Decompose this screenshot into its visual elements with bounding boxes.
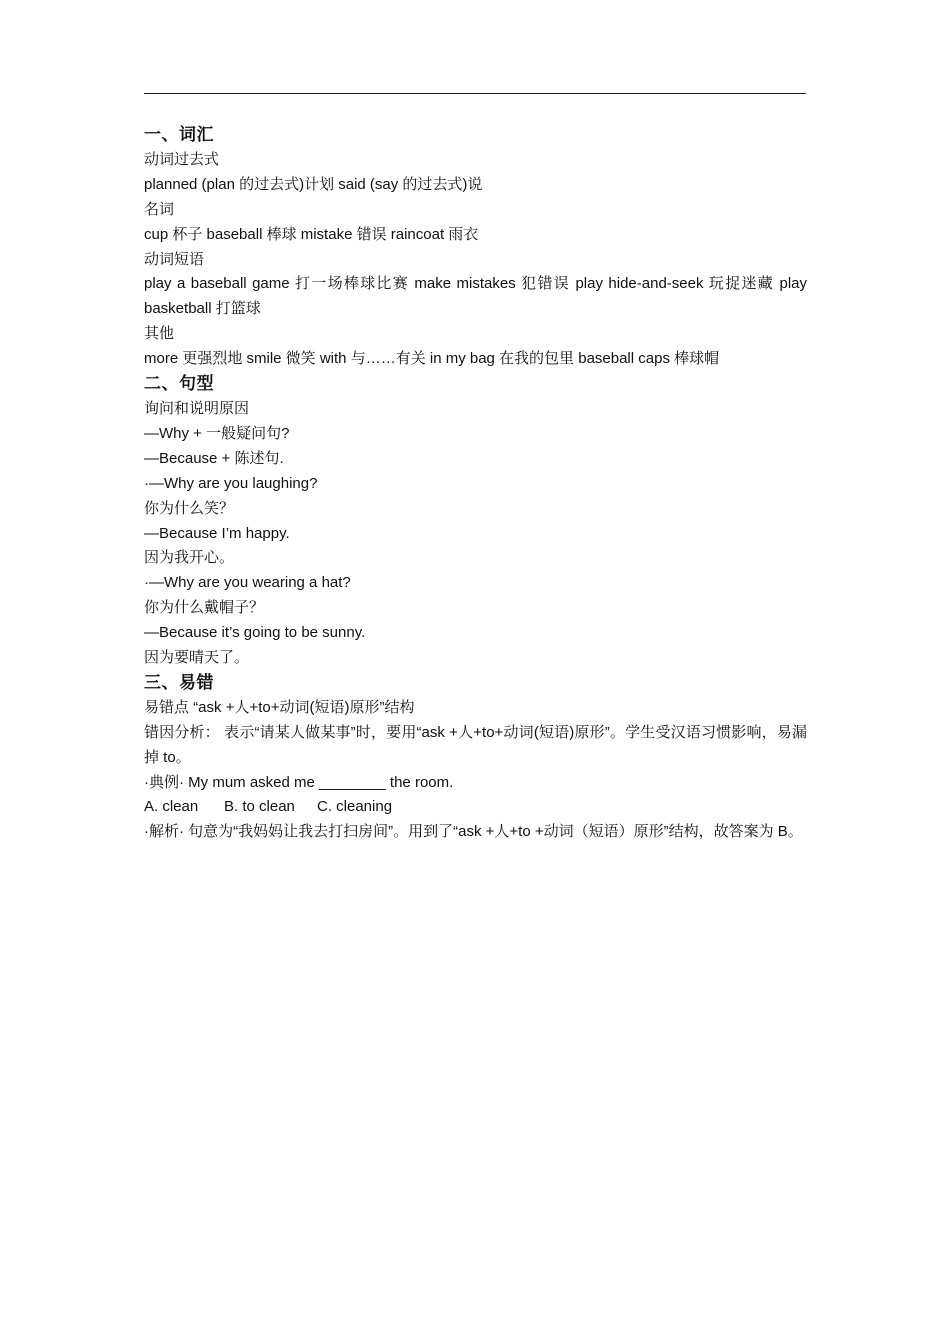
- phrase-label: 动词短语: [144, 250, 205, 268]
- noun-text: cup 杯子 baseball 棒球 mistake 错误 raincoat 雨衣: [144, 225, 479, 243]
- option-a: A. clean: [144, 798, 199, 816]
- example2-answer: —Because it’s going to be sunny.: [144, 624, 366, 642]
- pattern-question: —Why + 一般疑问句?: [144, 424, 290, 442]
- other-text: more 更强烈地 smile 微笑 with 与……有关 in my bag 在我的包里 baseball caps 棒球帽: [144, 350, 720, 368]
- other-label: 其他: [144, 325, 175, 343]
- option-b: B. to clean: [224, 798, 295, 816]
- document-body: [144, 123, 807, 845]
- error-point: 易错点 “ask +人+to+动词(短语)原形”结构: [144, 698, 415, 716]
- section-heading-sentence: 二、句型: [144, 374, 214, 394]
- error-example: ·典例· My mum asked me ________ the room.: [144, 773, 454, 791]
- section-heading-error: 三、易错: [144, 672, 214, 692]
- answer-options: [144, 795, 807, 820]
- error-explanation: ·解析· 句意为“我妈妈让我去打扫房间”。用到了“ask +人+to +动词（短语）原形”结构，故答案为 B。: [144, 823, 803, 841]
- example1-answer: —Because I’m happy.: [144, 524, 290, 542]
- header-rule: [144, 93, 806, 94]
- example2-question: ·—Why are you wearing a hat?: [144, 574, 351, 592]
- example2-answer-cn: 因为要晴天了。: [144, 649, 250, 667]
- error-analysis: 错因分析： 表示“请某人做某事”时，要用“ask +人+to+动词(短语)原形”。学生受汉语习惯影响，易漏掉 to。: [144, 723, 807, 766]
- sentence-label: 询问和说明原因: [144, 399, 250, 417]
- example1-answer-cn: 因为我开心。: [144, 549, 235, 567]
- example2-question-cn: 你为什么戴帽子？: [144, 599, 265, 617]
- phrase-text: play a baseball game 打一场棒球比赛 make mistakes 犯错误 play hide-and-seek 玩捉迷藏 play basketball 打篮球: [144, 275, 807, 318]
- example1-question-cn: 你为什么笑？: [144, 499, 235, 517]
- pattern-answer: —Because + 陈述句.: [144, 449, 284, 467]
- verb-past-text: planned (plan 的过去式)计划 said (say 的过去式)说: [144, 175, 483, 193]
- section-heading-vocab: 一、词汇: [144, 125, 214, 144]
- verb-past-label: 动词过去式: [144, 150, 220, 168]
- noun-label: 名词: [144, 200, 175, 218]
- example1-question: ·—Why are you laughing?: [144, 474, 318, 492]
- option-c: C. cleaning: [317, 798, 393, 816]
